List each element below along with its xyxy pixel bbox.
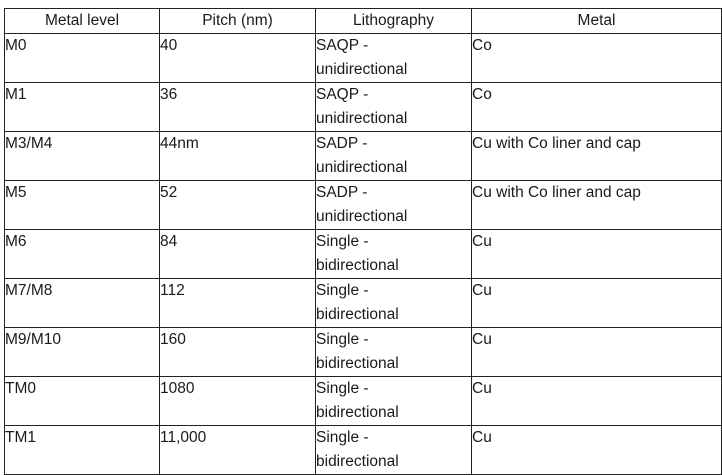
lithography-method: Single - [316,380,369,397]
cell-pitch: 84 [160,230,316,279]
header-pitch: Pitch (nm) [160,9,316,34]
header-metal-level: Metal level [5,9,160,34]
cell-pitch: 40 [160,34,316,83]
cell-metal: Cu [472,279,722,328]
metal-stack-table [4,8,722,475]
cell-metal: Cu [472,328,722,377]
cell-metal: Cu with Co liner and cap [472,181,722,230]
cell-metal-level: M6 [5,230,160,279]
lithography-method: Single - [316,429,369,446]
header-lithography: Lithography [316,9,472,34]
lithography-direction: bidirectional [316,257,399,274]
cell-lithography [316,279,472,328]
cell-metal-level: M7/M8 [5,279,160,328]
cell-metal: Cu with Co liner and cap [472,132,722,181]
cell-lithography [316,230,472,279]
cell-metal-level: M0 [5,34,160,83]
lithography-method: Single - [316,331,369,348]
cell-pitch: 112 [160,279,316,328]
table-row [5,328,722,377]
lithography-method: SADP - [316,184,368,201]
lithography-direction: unidirectional [316,208,408,225]
table-row [5,230,722,279]
lithography-direction: unidirectional [316,159,408,176]
cell-lithography [316,328,472,377]
cell-metal: Co [472,34,722,83]
lithography-method: Single - [316,233,369,250]
cell-pitch: 36 [160,83,316,132]
cell-metal-level: M1 [5,83,160,132]
table-row [5,34,722,83]
metal-stack-table-container [4,8,717,475]
table-row [5,181,722,230]
lithography-method: SAQP - [316,37,369,54]
cell-lithography [316,377,472,426]
table-row [5,83,722,132]
table-row [5,426,722,475]
cell-lithography [316,181,472,230]
cell-lithography [316,132,472,181]
lithography-direction: unidirectional [316,61,408,78]
cell-pitch: 44nm [160,132,316,181]
header-metal: Metal [472,9,722,34]
cell-metal-level: TM0 [5,377,160,426]
lithography-method: SADP - [316,135,368,152]
cell-pitch: 11,000 [160,426,316,475]
cell-metal: Cu [472,377,722,426]
lithography-direction: bidirectional [316,306,399,323]
lithography-method: Single - [316,282,369,299]
lithography-direction: unidirectional [316,110,408,127]
cell-metal: Co [472,83,722,132]
cell-metal-level: M5 [5,181,160,230]
cell-lithography [316,426,472,475]
lithography-direction: bidirectional [316,404,399,421]
cell-lithography [316,83,472,132]
lithography-direction: bidirectional [316,355,399,372]
table-row [5,132,722,181]
cell-metal: Cu [472,230,722,279]
table-row [5,279,722,328]
cell-metal-level: M3/M4 [5,132,160,181]
table-row [5,377,722,426]
cell-metal-level: M9/M10 [5,328,160,377]
cell-metal: Cu [472,426,722,475]
cell-pitch: 1080 [160,377,316,426]
lithography-method: SAQP - [316,86,369,103]
lithography-direction: bidirectional [316,453,399,470]
cell-pitch: 160 [160,328,316,377]
table-header-row [5,9,722,34]
cell-metal-level: TM1 [5,426,160,475]
cell-pitch: 52 [160,181,316,230]
cell-lithography [316,34,472,83]
